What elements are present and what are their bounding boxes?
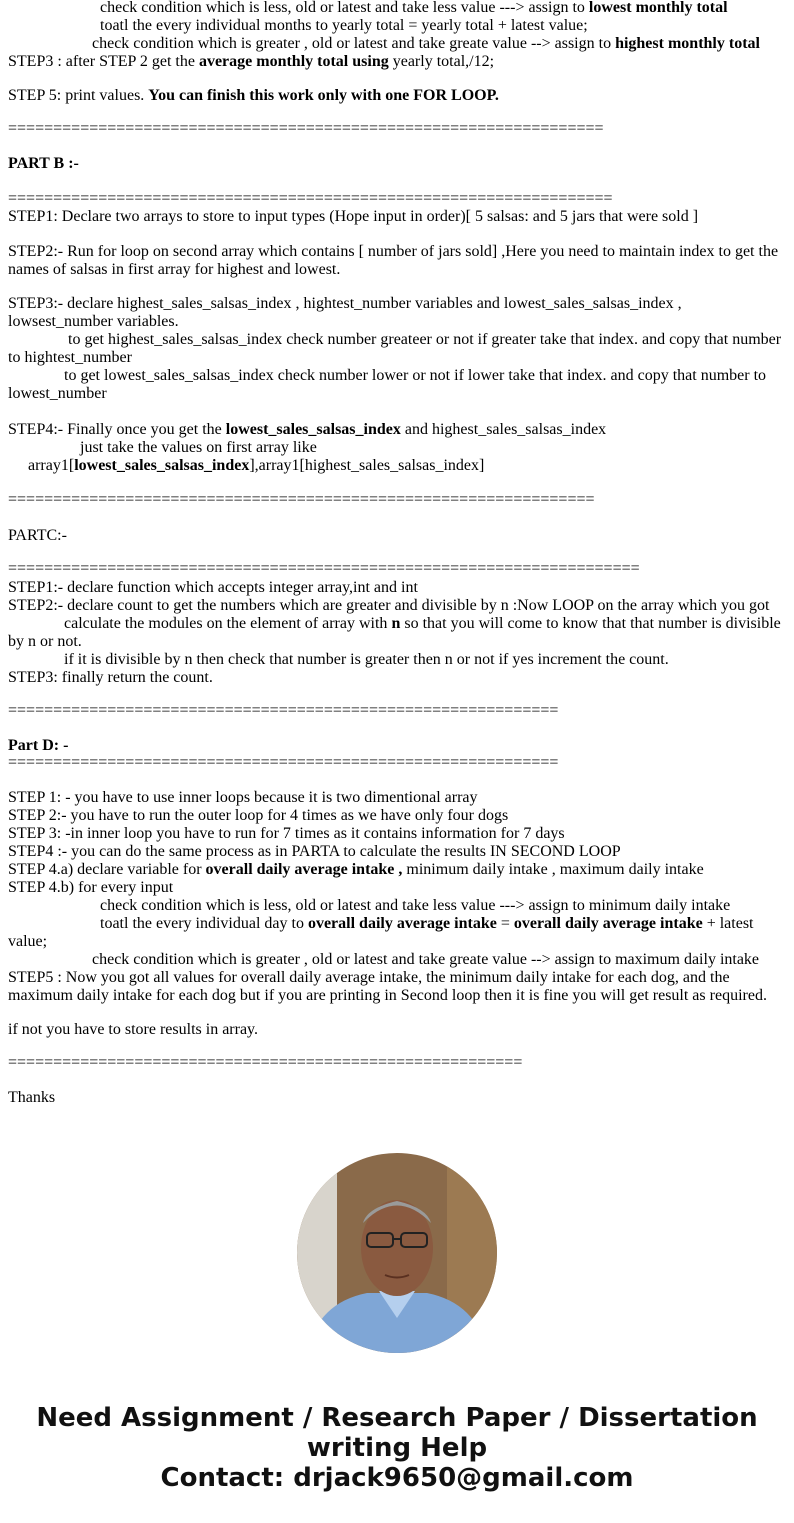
text: STEP 3: -in inner loop you have to run for 7 times as it contains information for 7 days (8, 825, 565, 842)
text: array1[ (28, 457, 75, 474)
text-line (8, 597, 769, 615)
text-line (8, 349, 132, 367)
text-line (28, 457, 484, 475)
text-line (8, 87, 499, 105)
text: =================================================================== (8, 190, 613, 207)
text-line (8, 527, 67, 545)
bold-text: lowest_sales_salsas_index (225, 421, 401, 438)
text: check condition which is less, old or latest and take less value ---> assign to (100, 0, 589, 16)
text-line (100, 915, 754, 933)
text-line (8, 807, 508, 825)
text: names of salsas in first array for highest and lowest. (8, 261, 341, 278)
text: STEP 4.a) declare variable for (8, 861, 206, 878)
text: + latest (702, 915, 754, 932)
text-line (8, 933, 47, 951)
text-line (8, 879, 173, 897)
text-line (8, 190, 613, 208)
footer-contact-banner (0, 1403, 794, 1493)
text-line (100, 17, 588, 35)
text: ====================================================================== (8, 560, 640, 577)
text-line (8, 861, 704, 879)
text-line (8, 969, 730, 987)
bold-text: overall daily average intake (307, 915, 497, 932)
text: by n or not. (8, 633, 82, 650)
text-line (8, 1089, 55, 1107)
text: ============================================================= (8, 754, 559, 771)
text-line (8, 754, 558, 772)
text: to hightest_number (8, 349, 132, 366)
text-line (100, 897, 730, 915)
text: toatl the every individual months to yearly total = yearly total + latest value; (100, 17, 588, 34)
text: Thanks (8, 1089, 56, 1106)
text-line (8, 987, 767, 1005)
text: check condition which is less, old or latest and take less value ---> assign to minimum daily intake (100, 897, 731, 914)
text: check condition which is greater , old or latest and take greate value --> assign to maximum daily intake (92, 951, 760, 968)
text-line (8, 313, 179, 331)
text-line (8, 155, 79, 173)
footer-contact-email: Contact: drjack9650@gmail.com (160, 1463, 634, 1493)
text-line (8, 843, 621, 861)
text: STEP4:- Finally once you get the (8, 421, 226, 438)
bold-text: highest monthly total (615, 35, 760, 52)
text: ],array1[highest_sales_salsas_index] (249, 457, 485, 474)
text-line (80, 439, 317, 457)
text-line (100, 0, 728, 17)
text: STEP1: Declare two arrays to store to input types (Hope input in order)[ 5 salsas: and 5 jars that were sold ] (8, 208, 699, 225)
bold-text: overall daily average intake , (205, 861, 403, 878)
text-line (64, 367, 766, 385)
text: STEP 5: print values. (8, 87, 149, 104)
text: ================================================================== (8, 120, 604, 137)
text: calculate the modules on the element of array with (64, 615, 392, 632)
text-line (8, 421, 606, 439)
text: if it is divisible by n then check that number is greater then n or not if yes increment the count. (64, 651, 669, 668)
text-line (8, 825, 565, 843)
text: PARTC:- (8, 527, 67, 544)
text: toatl the every individual day to (100, 915, 308, 932)
text-line (8, 789, 478, 807)
text: STEP3: finally return the count. (8, 669, 213, 686)
text: ============================================================= (8, 702, 559, 719)
author-photo (297, 1153, 497, 1353)
text: if not you have to store results in array. (8, 1021, 259, 1038)
text: check condition which is greater , old or latest and take greate value --> assign to (92, 35, 616, 52)
text: STEP 4.b) for every input (8, 879, 174, 896)
text: STEP 1: - you have to use inner loops because it is two dimentional array (8, 789, 478, 806)
text-line (8, 491, 595, 509)
text: value; (8, 933, 48, 950)
text-line (8, 1054, 522, 1072)
bold-text: average monthly total using (198, 53, 389, 70)
text: STEP 2:- you have to run the outer loop for 4 times as we have only four dogs (8, 807, 509, 824)
text-line (8, 261, 340, 279)
text-line (8, 1021, 258, 1039)
text: STEP2:- declare count to get the numbers which are greater and divisible by n :Now LOOP on the array which you got (8, 597, 770, 614)
text-line (8, 385, 107, 403)
text-line (68, 331, 781, 349)
text: STEP1:- declare function which accepts integer array,int and int (8, 579, 418, 596)
text-line (8, 737, 68, 755)
bold-text: PART B :- (8, 155, 79, 172)
text-line (8, 208, 698, 226)
bold-text: lowest_sales_salsas_index (74, 457, 250, 474)
text-line (8, 295, 682, 313)
text: maximum daily intake for each dog but if you are printing in Second loop then it is fine you will get result as required. (8, 987, 767, 1004)
text-line (8, 633, 82, 651)
text: ================================================================= (8, 491, 595, 508)
bold-text: n (391, 615, 401, 632)
text: and highest_sales_salsas_index (400, 421, 607, 438)
text: STEP2:- Run for loop on second array which contains [ number of jars sold] ,Here you need to maintain index to get the (8, 243, 779, 260)
text-line (92, 951, 759, 969)
text-line (64, 615, 781, 633)
text: so that you will come to know that that number is divisible (400, 615, 781, 632)
bold-text: lowest monthly total (588, 0, 728, 16)
text: just take the values on first array like (80, 439, 317, 456)
text-line (92, 35, 760, 53)
text-line (8, 243, 778, 261)
text: STEP3 : after STEP 2 get the (8, 53, 199, 70)
text-line (64, 651, 669, 669)
text: to get highest_sales_salsas_index check number greateer or not if greater take that index. and copy that number (68, 331, 782, 348)
text-line (8, 669, 213, 687)
bold-text: Part D: - (8, 737, 69, 754)
text-line (8, 702, 558, 720)
text: minimum daily intake , maximum daily intake (402, 861, 704, 878)
bold-text: overall daily average intake (513, 915, 703, 932)
text-line (8, 120, 604, 138)
bold-text: You can finish this work only with one FOR LOOP. (148, 87, 499, 104)
text: STEP5 : Now you got all values for overall daily average intake, the minimum daily intake for each dog, and the (8, 969, 730, 986)
text: lowsest_number variables. (8, 313, 179, 330)
text-line (8, 560, 640, 578)
text: yearly total,/12; (388, 53, 495, 70)
text: = (496, 915, 514, 932)
text: lowest_number (8, 385, 107, 402)
text: to get lowest_sales_salsas_index check number lower or not if lower take that index. and copy that number to (64, 367, 767, 384)
footer-line-2: writing Help (306, 1433, 488, 1463)
text-line (8, 53, 494, 71)
footer-line-1: Need Assignment / Research Paper / Dissertation (36, 1403, 758, 1433)
text: STEP4 :- you can do the same process as in PARTA to calculate the results IN SECOND LOOP (8, 843, 621, 860)
text: STEP3:- declare highest_sales_salsas_index , hightest_number variables and lowest_sales_salsas_index , (8, 295, 682, 312)
text: ========================================================= (8, 1054, 523, 1071)
text-line (8, 579, 418, 597)
